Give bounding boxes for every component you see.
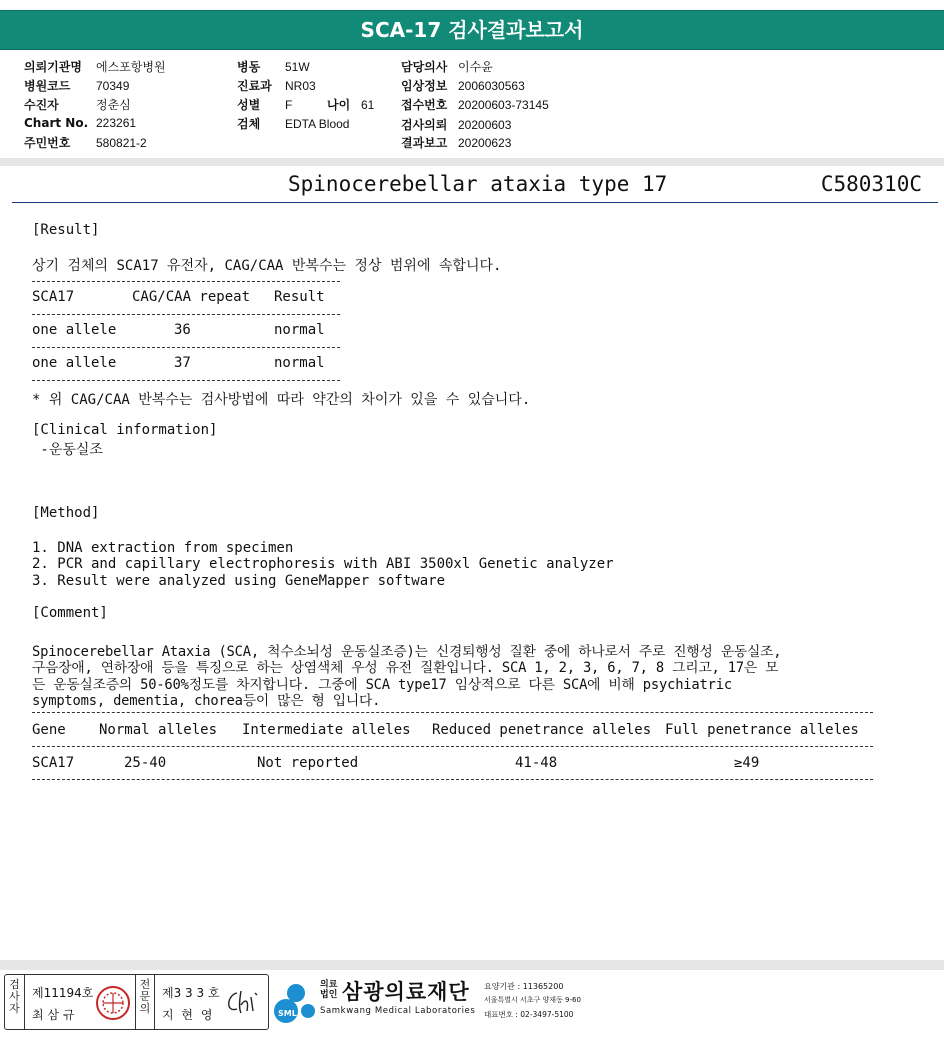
- table-divider: [32, 380, 340, 381]
- logo-abbrev: SML: [278, 1009, 297, 1018]
- info-ward: 병동 51W: [237, 60, 310, 74]
- result-cell: one allele: [32, 355, 117, 371]
- specialist-name: 지 현 영: [162, 1008, 215, 1022]
- comment-line: 든 운동실조증의 50-60%정도를 차지합니다. 그중에 SCA type17 임상적으로 다른 SCA에 비해 psychiatric: [32, 677, 732, 693]
- table-divider: [32, 281, 340, 282]
- comment-line: Spinocerebellar Ataxia (SCA, 척수소뇌성 운동실조증)는 신경퇴행성 질환 중에 하나로서 주로 진행성 운동실조,: [32, 644, 782, 660]
- allele-col-header: Normal alleles: [99, 722, 218, 738]
- org-prefix: 의료 법인: [320, 980, 338, 1000]
- method-item: 2. PCR and capillary electrophoresis with ABI 3500xl Genetic analyzer: [32, 556, 614, 572]
- table-divider: [32, 746, 873, 747]
- allele-cell: Not reported: [257, 755, 359, 771]
- result-cell: normal: [274, 322, 325, 338]
- result-cell: normal: [274, 355, 325, 371]
- examiner-label: 검사자: [5, 975, 25, 1029]
- allele-col-header: Intermediate alleles: [242, 722, 411, 738]
- allele-cell: 41-48: [515, 755, 558, 771]
- examiner-seal-icon: [95, 985, 131, 1021]
- info-doctor: 담당의사 이수윤: [401, 60, 493, 74]
- method-item: 1. DNA extraction from specimen: [32, 540, 294, 556]
- examiner-license: 제11194호: [32, 986, 94, 1000]
- info-chart-no: Chart No. 223261: [24, 116, 137, 130]
- info-department: 진료과 NR03: [237, 79, 316, 93]
- allele-cell: 25-40: [124, 755, 167, 771]
- org-code: 요양기관 : 11365200: [484, 982, 564, 991]
- allele-col-header: Full penetrance alleles: [665, 722, 859, 738]
- result-summary: 상기 검체의 SCA17 유전자, CAG/CAA 반복수는 정상 범위에 속합니다.: [32, 258, 502, 274]
- report-title: SCA-17 검사결과보고서: [0, 10, 944, 50]
- footer-divider: [0, 960, 944, 970]
- examiner-name: 최 삼 규: [32, 1008, 75, 1022]
- clinical-text: -운동실조: [32, 442, 103, 458]
- comment-heading: [Comment]: [32, 605, 108, 621]
- info-age: 나이 61: [327, 98, 375, 112]
- specialist-label: 전문의: [135, 975, 155, 1029]
- table-divider: [32, 314, 340, 315]
- method-heading: [Method]: [32, 505, 100, 521]
- signature-box: [4, 974, 269, 1030]
- table-divider: [32, 779, 873, 780]
- allele-cell: SCA17: [32, 755, 75, 771]
- info-hospital-code: 병원코드 70349: [24, 79, 130, 93]
- org-address: 서울특별시 서초구 양재동 9-60: [484, 996, 581, 1004]
- result-heading: [Result]: [32, 222, 100, 238]
- result-cell: 37: [174, 355, 191, 371]
- allele-col-header: Reduced penetrance alleles: [432, 722, 652, 738]
- table-divider: [32, 712, 873, 713]
- org-english-name: Samkwang Medical Laboratories: [320, 1006, 476, 1016]
- table-divider: [32, 347, 340, 348]
- header-divider: [0, 158, 944, 166]
- org-name: 삼광의료재단: [342, 980, 470, 1004]
- specialist-license: 제3 3 3 호: [162, 986, 220, 1000]
- info-specimen: 검체 EDTA Blood: [237, 117, 350, 131]
- info-id-number: 주민번호 580821-2: [24, 136, 147, 150]
- result-cell: 36: [174, 322, 191, 338]
- comment-line: 구음장애, 연하장애 등을 특징으로 하는 상염색체 우성 유전 질환입니다. SCA 1, 2, 3, 6, 7, 8 그리고, 17은 모: [32, 660, 779, 676]
- result-col-header: CAG/CAA repeat: [132, 289, 251, 305]
- clinical-heading: [Clinical information]: [32, 422, 218, 438]
- title-underline: [12, 202, 938, 203]
- result-col-header: Result: [274, 289, 325, 305]
- result-note: * 위 CAG/CAA 반복수는 검사방법에 따라 약간의 차이가 있을 수 있습니다.: [32, 392, 531, 408]
- test-code: C580310C: [820, 172, 922, 196]
- method-item: 3. Result were analyzed using GeneMapper software: [32, 573, 446, 589]
- result-col-header: SCA17: [32, 289, 75, 305]
- info-receipt-no: 접수번호 20200603-73145: [401, 98, 549, 112]
- info-sex: 성별 F: [237, 98, 293, 112]
- allele-col-header: Gene: [32, 722, 66, 738]
- signature-icon: [223, 985, 263, 1019]
- allele-cell: ≥49: [734, 755, 760, 771]
- info-hospital-name: 의뢰기관명 에스포항병원: [24, 60, 166, 74]
- info-report-date: 결과보고 20200623: [401, 136, 512, 150]
- org-phone: 대표번호 : 02-3497-5100: [484, 1010, 574, 1019]
- test-title: Spinocerebellar ataxia type 17: [288, 172, 668, 196]
- comment-line: symptoms, dementia, chorea등이 많은 형 입니다.: [32, 693, 381, 709]
- info-clinical-info: 임상정보 2006030563: [401, 79, 525, 93]
- result-cell: one allele: [32, 322, 117, 338]
- info-request-date: 검사의뢰 20200603: [401, 118, 512, 132]
- info-patient-name: 수진자 정춘심: [24, 98, 131, 112]
